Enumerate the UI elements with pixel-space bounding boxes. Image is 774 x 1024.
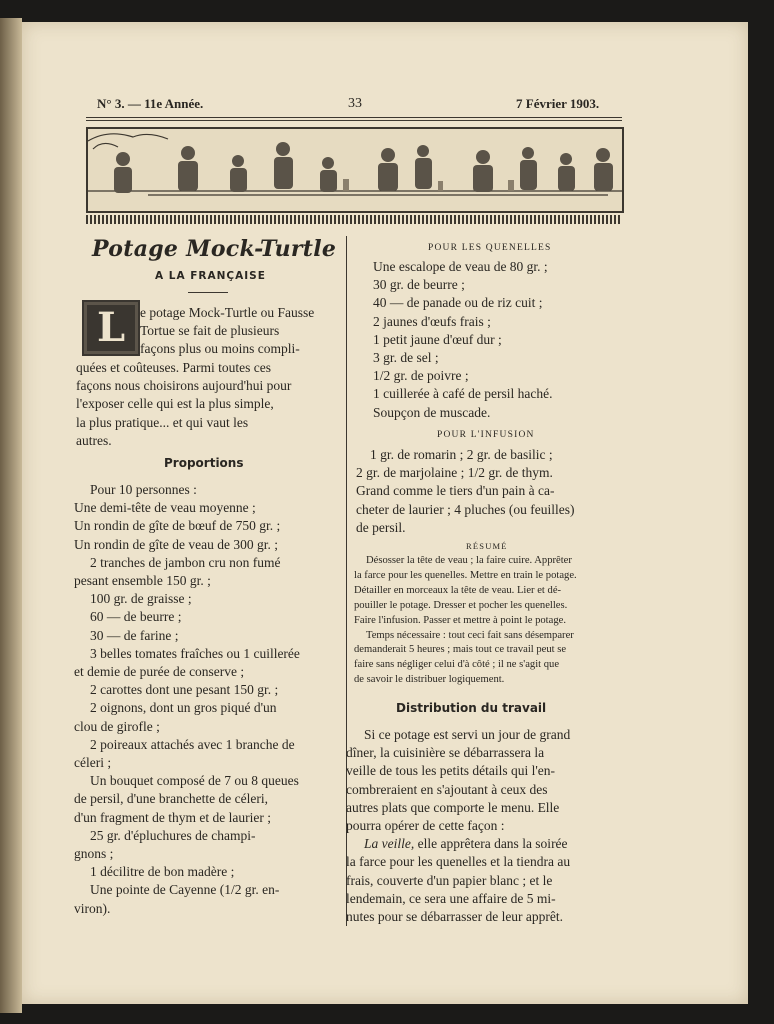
text-line: e potage Mock-Turtle ou Fausse [140,305,315,320]
text-line: la farce pour les quenelles et la tiendra au [346,854,571,870]
title-separator [188,292,228,293]
dinner-scene-illustration [88,129,622,211]
dropcap-letter: L [82,300,140,356]
list-item: 3 gr. de sel ; [373,350,439,366]
list-item: 1/2 gr. de poivre ; [373,368,469,384]
text-line: frais, couverte d'un papier blanc ; et le [346,872,553,888]
list-item: Un bouquet composé de 7 ou 8 queues [90,773,299,789]
text-line: combreraient en s'ajoutant à ceux des [346,781,548,797]
text-line: veille de tous les petits détails qui l'en- [346,763,556,779]
resume-heading: RÉSUMÉ [466,541,508,551]
distribution-paragraph [346,726,618,926]
veille-text: elle apprêtera dans la soirée [414,836,568,852]
header-rule-2 [86,120,622,121]
list-item: 2 tranches de jambon cru non fumé [90,554,281,570]
list-item: Un rondin de gîte de bœuf de 750 gr. ; [74,518,281,534]
list-item: 100 gr. de graisse ; [90,591,192,607]
list-item: Grand comme le tiers d'un pain à ca- [356,483,555,499]
proportions-list [74,481,342,918]
list-item: de persil. [356,519,406,535]
list-item: clou de girofle ; [74,718,160,734]
text-line: quées et coûteuses. Parmi toutes ces [76,360,271,375]
list-item: 1 gr. de romarin ; 2 gr. de basilic ; [370,447,553,462]
text-line: autres. [76,432,112,448]
book-spine [0,18,22,1013]
list-item: de persil, d'une branchette de céleri, [74,791,268,807]
veille-label: La veille, [364,836,415,852]
text-line: faire sans négliger celui d'à côté ; il ne s'agit que [354,659,560,671]
intro-paragraph [76,359,342,450]
list-item: Soupçon de muscade. [373,404,491,420]
list-item: 2 gr. de marjolaine ; 1/2 gr. de thym. [356,465,553,481]
list-item: Un rondin de gîte de veau de 300 gr. ; [74,536,278,552]
quenelles-list [373,258,623,422]
infusion-heading: POUR L'INFUSION [437,430,535,440]
list-item: 1 petit jaune d'œuf dur ; [373,331,502,347]
text-line: la farce pour les quenelles. Mettre en train le potage. [354,569,577,581]
illustration-banner [86,127,624,213]
text-line: demanderait 5 heures ; mais tout ce travail peut se [354,644,567,656]
infusion-list [356,446,618,537]
list-item: Une demi-tête de veau moyenne ; [74,500,256,516]
article-subtitle: A LA FRANÇAISE [155,270,266,282]
text-line: Temps nécessaire : tout ceci fait sans désemparer [366,629,574,641]
list-item: cheter de laurier ; 4 pluches (ou feuilles) [356,501,575,517]
text-line: Faire l'infusion. Passer et mettre à point le potage. [354,614,566,626]
list-item: 1 décilitre de bon madère ; [90,864,235,880]
text-line: Désosser la tête de veau ; la faire cuire. Apprêter [366,555,572,566]
header-rule [86,117,622,118]
text-line: pourra opérer de cette façon : [346,818,505,834]
text-line: Détailler en morceaux la tête de veau. Lier et dé- [354,584,562,596]
text-line: lendemain, ce sera une affaire de 5 mi- [346,890,556,906]
decorative-border [86,215,620,224]
text-line: nutes pour se débarrasser de leur apprêt. [346,909,564,925]
list-item: pesant ensemble 150 gr. ; [74,573,211,589]
list-item: 1 cuillerée à café de persil haché. [373,386,553,402]
list-item: 2 poireaux attachés avec 1 branche de [90,736,295,752]
list-item: céleri ; [74,755,112,771]
list-item: 30 gr. de beurre ; [373,277,465,293]
quenelles-heading: POUR LES QUENELLES [428,243,552,253]
article-title: Potage Mock-Turtle [92,236,337,262]
text-line: Tortue se fait de plusieurs [140,323,280,339]
list-item: gnons ; [74,846,114,862]
list-item: Une pointe de Cayenne (1/2 gr. en- [90,882,280,898]
list-item: d'un fragment de thym et de laurier ; [74,809,271,825]
list-item: 2 oignons, dont un gros piqué d'un [90,700,277,716]
list-item: et demie de purée de conserve ; [74,664,245,680]
page-number: 33 [348,96,362,111]
text-line: autres plats que comporte le menu. Elle [346,799,560,815]
list-item: 40 — de panade ou de riz cuit ; [373,295,543,311]
list-item: 60 — de beurre ; [90,609,182,625]
text-line: l'exposer celle qui est la plus simple, [76,396,274,412]
list-item: 2 jaunes d'œufs frais ; [373,313,491,329]
list-item: Une escalope de veau de 80 gr. ; [373,259,548,274]
issue-number: N° 3. — 11e Année. [97,96,204,111]
list-item: 3 belles tomates fraîches ou 1 cuillerée [90,645,300,661]
resume-paragraph [354,554,618,688]
list-item: 2 carottes dont une pesant 150 gr. ; [90,682,279,698]
list-item: viron). [74,900,111,916]
text-line: la plus pratique... et qui vaut les [76,414,249,430]
text-line: pouiller le potage. Dresser et pocher les quenelles. [354,599,568,611]
list-item: Pour 10 personnes : [90,482,197,497]
proportions-heading: Proportions [164,456,244,470]
text-line: dîner, la cuisinière se débarrassera la [346,745,545,761]
list-item: 25 gr. d'épluchures de champi- [90,827,256,843]
issue-date: 7 Février 1903. [516,96,600,111]
text-line [346,835,618,853]
text-line: Si ce potage est servi un jour de grand [364,727,571,742]
text-line: façons nous choisirons aujourd'hui pour [76,378,292,394]
distribution-heading: Distribution du travail [396,701,547,715]
intro-paragraph-top [140,304,340,359]
text-line: façons plus ou moins compli- [140,341,300,357]
list-item: 30 — de farine ; [90,627,179,643]
text-line: de savoir le distribuer logiquement. [354,674,505,686]
